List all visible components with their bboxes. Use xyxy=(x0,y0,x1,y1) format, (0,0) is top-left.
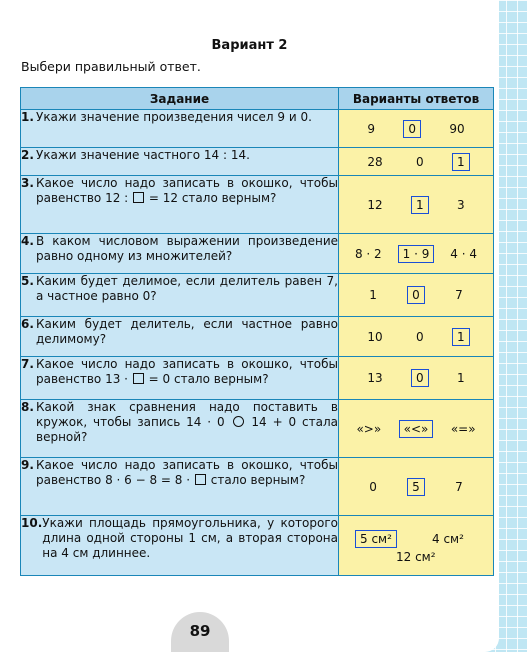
question-number: 6. xyxy=(21,317,34,331)
question-text-end: = 0 стало верным? xyxy=(148,372,269,386)
answer-option[interactable]: 90 xyxy=(449,121,465,136)
answer-option[interactable]: 7 xyxy=(455,479,463,494)
answer-cell xyxy=(339,458,494,516)
question-text-end: 14 + 0 стала верной? xyxy=(36,415,338,444)
answer-option[interactable]: 7 xyxy=(455,288,463,302)
answer-option[interactable]: 8 · 2 xyxy=(354,246,382,261)
page-number: 89 xyxy=(171,612,229,652)
empty-circle-icon xyxy=(233,416,244,427)
answer-option-selected[interactable]: 1 xyxy=(452,153,470,171)
answer-option-selected[interactable]: 1 xyxy=(411,196,429,214)
question-text-end: стало верным? xyxy=(210,473,306,487)
table-row xyxy=(21,234,494,274)
question-number: 9. xyxy=(21,458,34,472)
answer-cell xyxy=(339,148,494,176)
question-text: Каким будет делитель, если частное равно делимому? xyxy=(36,317,338,346)
question-cell xyxy=(21,357,339,400)
answer-option[interactable]: 0 xyxy=(416,329,424,344)
answer-option-selected[interactable]: 1 · 9 xyxy=(398,245,435,263)
answer-option[interactable]: 10 xyxy=(367,329,383,344)
question-text: Какой знак сравнения надо поставить в кружок, чтобы запись 14 · 0 xyxy=(36,400,338,429)
header-task: Задание xyxy=(21,88,339,110)
question-number: 3. xyxy=(21,176,34,190)
answer-cell xyxy=(339,400,494,458)
answer-cell xyxy=(339,274,494,317)
question-cell xyxy=(21,110,339,148)
answer-cell xyxy=(339,176,494,234)
answer-option-selected[interactable]: 5 xyxy=(407,478,425,496)
table-header-row xyxy=(21,88,494,110)
answer-option[interactable]: 4 · 4 xyxy=(450,246,478,261)
table-row xyxy=(21,274,494,317)
question-text: Укажи значение частного 14 : 14. xyxy=(36,148,250,162)
question-number: 10. xyxy=(21,516,43,530)
question-text: Укажи площадь прямоугольника, у которого длина одной стороны 1 см, а вторая сторона на 4 см длиннее. xyxy=(42,516,338,560)
question-cell xyxy=(21,274,339,317)
answer-option[interactable]: 13 xyxy=(367,371,383,385)
question-number: 5. xyxy=(21,274,34,288)
answer-option-selected[interactable]: 5 см² xyxy=(355,530,397,548)
answer-cell xyxy=(339,357,494,400)
answer-option[interactable]: 28 xyxy=(367,154,383,169)
table-row xyxy=(21,176,494,234)
question-number: 1. xyxy=(21,110,34,124)
answer-cell xyxy=(339,110,494,148)
question-number: 4. xyxy=(21,234,34,248)
answer-option[interactable]: 0 xyxy=(369,479,377,494)
table-row xyxy=(21,400,494,458)
instruction-text: Выбери правильный ответ. xyxy=(21,59,201,74)
table-row xyxy=(21,110,494,148)
table-row xyxy=(21,516,494,576)
page-title: Вариант 2 xyxy=(211,38,288,53)
empty-box-icon xyxy=(133,192,144,203)
question-cell xyxy=(21,400,339,458)
question-cell xyxy=(21,176,339,234)
answer-option-selected[interactable]: 0 xyxy=(403,120,421,138)
answer-option[interactable]: 12 см² xyxy=(396,549,436,564)
table-row xyxy=(21,317,494,357)
table-row xyxy=(21,458,494,516)
answer-option[interactable]: 3 xyxy=(457,197,465,212)
question-text: Каким будет делимое, если делитель равен 7, а частное равно 0? xyxy=(36,274,338,303)
answer-option[interactable]: 12 xyxy=(367,197,383,212)
empty-box-icon xyxy=(133,373,144,384)
question-cell xyxy=(21,234,339,274)
question-cell xyxy=(21,317,339,357)
table-row xyxy=(21,357,494,400)
question-text: Какое число надо записать в окошко, чтобы равенство 12 : xyxy=(36,176,338,205)
question-cell xyxy=(21,458,339,516)
question-cell xyxy=(21,148,339,176)
question-text: Какое число надо записать в окошко, чтобы равенство 13 · xyxy=(36,357,338,386)
tasks-table xyxy=(20,87,494,576)
answer-option[interactable]: 0 xyxy=(416,154,424,169)
table-row xyxy=(21,148,494,176)
question-text: В каком числовом выражении произведение равно одному из множителей? xyxy=(36,234,338,263)
header-answers: Варианты ответов xyxy=(339,88,494,110)
answer-option[interactable]: «>» xyxy=(356,421,382,436)
question-number: 2. xyxy=(21,148,34,162)
question-cell xyxy=(21,516,339,576)
answer-option-selected[interactable]: «<» xyxy=(399,420,434,438)
answer-option[interactable]: 4 см² xyxy=(432,531,464,546)
question-text-end: = 12 стало верным? xyxy=(148,191,277,205)
answer-option-selected[interactable]: 0 xyxy=(407,286,425,304)
question-text: Какое число надо записать в окошко, чтобы равенство 8 · 6 − 8 = 8 · xyxy=(36,458,338,487)
question-number: 7. xyxy=(21,357,34,371)
answer-option[interactable]: 9 xyxy=(367,121,375,136)
empty-box-icon xyxy=(195,474,206,485)
answer-option[interactable]: 1 xyxy=(457,371,465,385)
answer-cell xyxy=(339,234,494,274)
answer-option-selected[interactable]: 1 xyxy=(452,328,470,346)
answer-cell xyxy=(339,516,494,576)
question-number: 8. xyxy=(21,400,34,414)
answer-option[interactable]: 1 xyxy=(369,288,377,302)
answer-cell xyxy=(339,317,494,357)
question-text: Укажи значение произведения чисел 9 и 0. xyxy=(36,110,312,124)
answer-option-selected[interactable]: 0 xyxy=(411,369,429,387)
answer-option[interactable]: «=» xyxy=(450,421,476,436)
